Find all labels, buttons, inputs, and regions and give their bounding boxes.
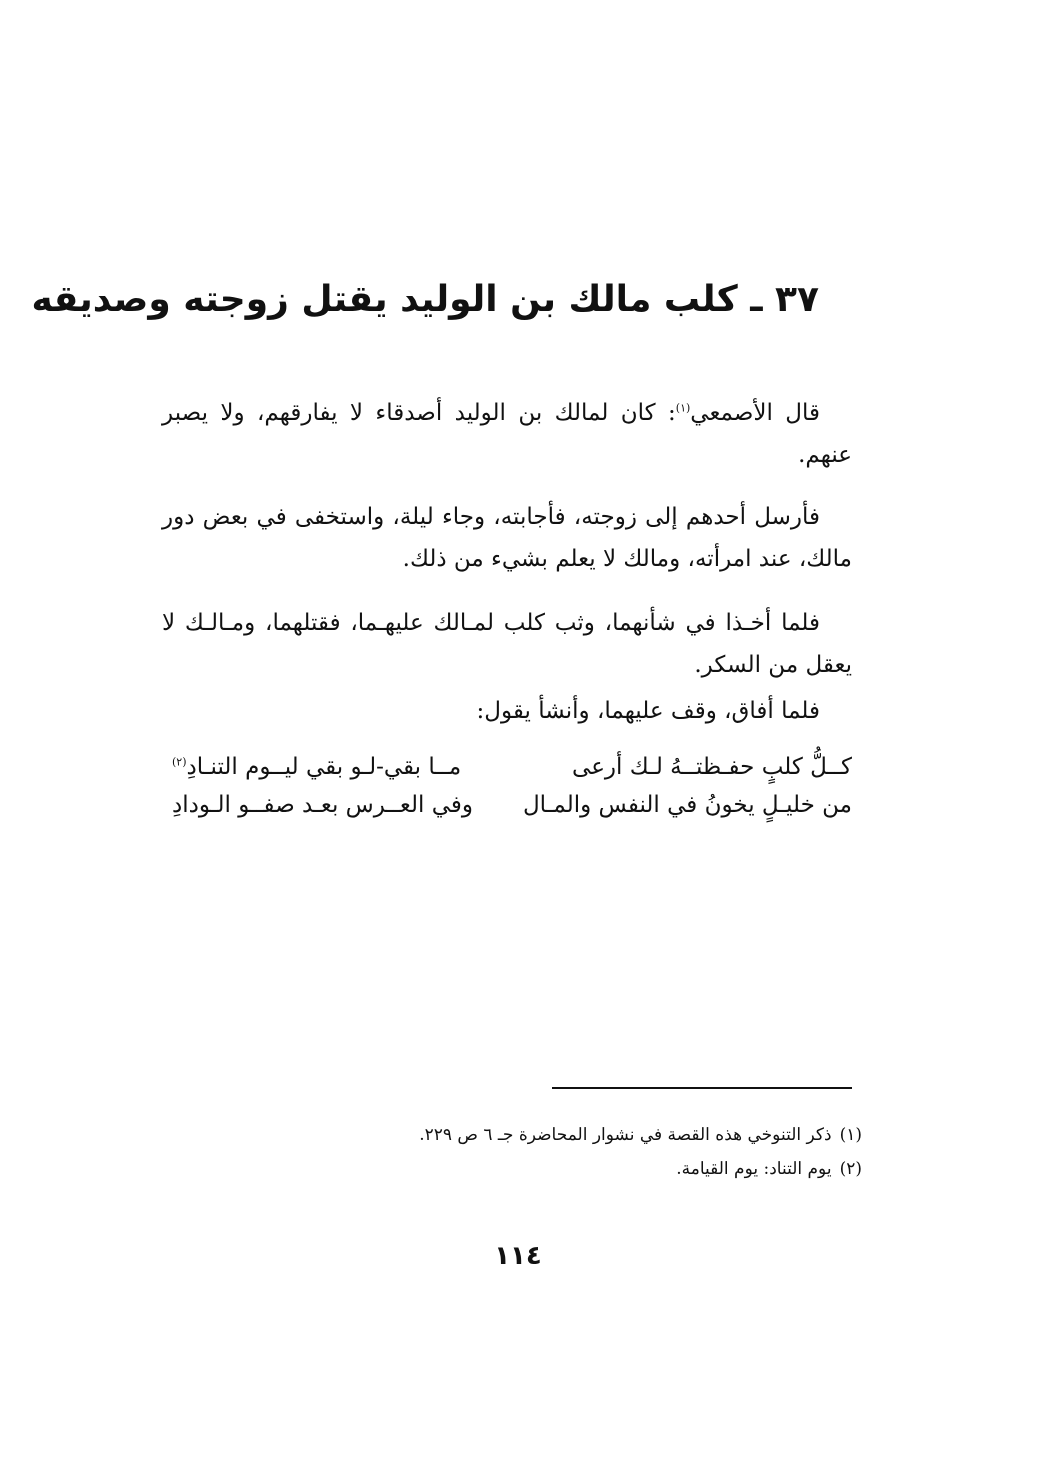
- paragraph-2-text: فأرسل أحدهم إلى زوجته، فأجابته، وجاء ليلة، واستخفى في بعض دور مالك، عند امرأته، ومالك لا يعلم بشيء من ذلك.: [162, 504, 852, 572]
- paragraph-3-text: فلما أخـذا في شأنهما، وثب كلب لمـالك عليهـما، فقتلهما، ومـالـك لا يعقل من السكر.: [162, 610, 852, 678]
- verse-2-second-hemistich: وفي العــرس بعـد صفــو الـودادِ: [172, 792, 473, 818]
- footnote-ref-1: (١): [675, 401, 691, 415]
- footnote-2: [262, 1152, 862, 1186]
- footnote-divider: [552, 1087, 852, 1089]
- poem: [172, 748, 852, 824]
- paragraph-1: [162, 392, 852, 476]
- paragraph-1-rest: : كان لمالك بن الوليد أصدقاء لا يفارقهم، ولا يصبر عنهم.: [162, 400, 852, 468]
- paragraph-3: [162, 602, 852, 686]
- footnote-2-number: (٢): [839, 1159, 862, 1179]
- paragraph-2: [162, 496, 852, 580]
- paragraph-4: [162, 690, 852, 732]
- footnote-2-text: يوم التناد: يوم القيامة.: [676, 1159, 832, 1179]
- verse-1-second-hemistich: مــا بقي-لـو بقي ليــوم التنـادِ: [186, 754, 462, 780]
- paragraph-1-start: قال الأصمعي: [690, 400, 820, 426]
- verse-1-first-hemistich: كــلُّ كلبٍ حفـظتــهُ لـك أرعى: [572, 754, 852, 780]
- chapter-title: ٣٧ ـ كلب مالك بن الوليد يقتل زوجته وصديقه: [31, 279, 819, 321]
- page-number: ١١٤: [494, 1241, 542, 1271]
- footnote-1: [262, 1118, 862, 1152]
- verse-2-first-hemistich: من خليـلٍ يخونُ في النفس والمـال: [522, 792, 852, 818]
- footnotes: [262, 1118, 862, 1186]
- footnote-1-number: (١): [839, 1125, 862, 1145]
- footnote-1-text: ذكر التنوخي هذه القصة في نشوار المحاضرة جـ ٦ ص ٢٢٩.: [419, 1125, 832, 1145]
- footnote-ref-2: (٢): [172, 755, 187, 769]
- poem-verse-1: [172, 748, 852, 786]
- verse-1-second-hemistich-wrap: [172, 748, 502, 786]
- poem-verse-2: [172, 786, 852, 824]
- paragraph-4-text: فلما أفاق، وقف عليهما، وأنشأ يقول:: [476, 698, 820, 724]
